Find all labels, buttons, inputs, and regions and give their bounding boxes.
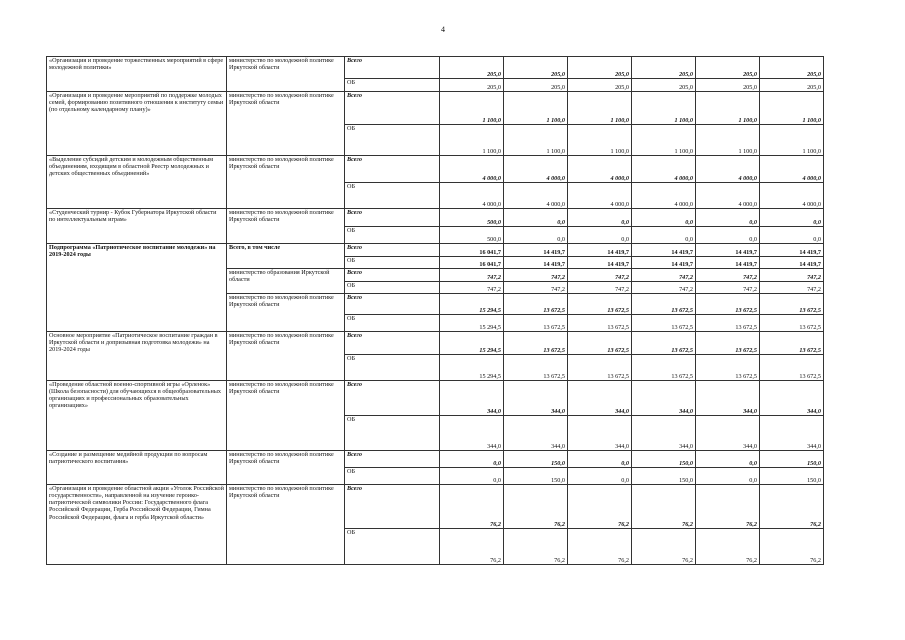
total-value: 0,0 xyxy=(760,209,824,227)
source-total-label: Всего xyxy=(345,485,440,529)
ob-value: 13 672,5 xyxy=(632,355,696,381)
total-value: 0,0 xyxy=(696,451,760,468)
page-number: 4 xyxy=(441,25,445,34)
ob-value: 747,2 xyxy=(440,282,504,294)
source-ob-label: ОБ xyxy=(345,79,440,92)
ob-value: 344,0 xyxy=(760,416,824,451)
total-value: 0,0 xyxy=(440,451,504,468)
total-value: 13 672,5 xyxy=(760,294,824,315)
ob-value: 344,0 xyxy=(696,416,760,451)
ob-value: 14 419,7 xyxy=(568,257,632,269)
table-row xyxy=(47,57,824,79)
table-row xyxy=(47,244,824,257)
total-value: 150,0 xyxy=(632,451,696,468)
ob-value: 500,0 xyxy=(440,227,504,244)
total-value: 14 419,7 xyxy=(696,244,760,257)
ob-value: 150,0 xyxy=(632,468,696,485)
total-value: 1 100,0 xyxy=(696,92,760,125)
total-value: 76,2 xyxy=(632,485,696,529)
ob-value: 1 100,0 xyxy=(696,125,760,156)
total-value: 4 000,0 xyxy=(568,156,632,183)
total-value: 0,0 xyxy=(696,209,760,227)
total-value: 4 000,0 xyxy=(440,156,504,183)
total-value: 4 000,0 xyxy=(632,156,696,183)
ob-value: 4 000,0 xyxy=(632,183,696,209)
activity-name: «Организация и проведение областной акции «Уголок Российской государственности», направленной на изучение героико-патриотической символики России: Государственного флага Российской Федерации, Герба Российской Федерации, Гимна Российской Федерации, флага и герба Иркутской области» xyxy=(47,485,227,565)
total-value: 13 672,5 xyxy=(568,294,632,315)
ob-value: 14 419,7 xyxy=(504,257,568,269)
responsible-youth: министерство по молодежной политике Иркутской области xyxy=(227,294,345,332)
ob-value: 4 000,0 xyxy=(440,183,504,209)
total-value: 344,0 xyxy=(568,381,632,416)
ob-value: 747,2 xyxy=(632,282,696,294)
source-ob-label: ОБ xyxy=(345,125,440,156)
activity-name: «Проведение областной военно-спортивной игры «Орленок» (Школа безопасности) для обучающихся в общеобразовательных организациях и профессиональных образовательных организациях» xyxy=(47,381,227,451)
ob-value: 0,0 xyxy=(760,227,824,244)
total-value: 205,0 xyxy=(440,57,504,79)
activity-name: Основное мероприятие «Патриотическое воспитание граждан в Иркутской области и допризывная подготовка молодежи» на 2019-2024 годы xyxy=(47,332,227,381)
total-value: 4 000,0 xyxy=(696,156,760,183)
total-value: 15 294,5 xyxy=(440,332,504,355)
ob-value: 344,0 xyxy=(440,416,504,451)
responsible-org: министерство по молодежной политике Иркутской области xyxy=(227,92,345,156)
total-value: 1 100,0 xyxy=(440,92,504,125)
total-value: 15 294,5 xyxy=(440,294,504,315)
ob-value: 205,0 xyxy=(504,79,568,92)
ob-value: 13 672,5 xyxy=(568,355,632,381)
ob-value: 13 672,5 xyxy=(504,355,568,381)
total-value: 205,0 xyxy=(696,57,760,79)
responsible-org: министерство по молодежной политике Иркутской области xyxy=(227,451,345,485)
total-value: 205,0 xyxy=(760,57,824,79)
activity-name: «Создание и размещение медийной продукции по вопросам патриотического воспитания» xyxy=(47,451,227,485)
ob-value: 13 672,5 xyxy=(568,315,632,332)
activity-name: «Организация и проведение мероприятий по поддержке молодых семей, формированию позитивного отношения к институту семьи (по отдельному календарному плану)» xyxy=(47,92,227,156)
ob-value: 13 672,5 xyxy=(760,315,824,332)
ob-value: 13 672,5 xyxy=(504,315,568,332)
responsible-org: министерство по молодежной политике Иркутской области xyxy=(227,332,345,381)
total-value: 76,2 xyxy=(568,485,632,529)
ob-value: 13 672,5 xyxy=(632,315,696,332)
table-row xyxy=(47,209,824,227)
ob-value: 205,0 xyxy=(760,79,824,92)
ob-value: 76,2 xyxy=(632,529,696,565)
ob-value: 14 419,7 xyxy=(696,257,760,269)
total-value: 4 000,0 xyxy=(504,156,568,183)
ob-value: 0,0 xyxy=(696,468,760,485)
ob-value: 1 100,0 xyxy=(760,125,824,156)
total-value: 13 672,5 xyxy=(696,294,760,315)
source-ob-label: ОБ xyxy=(345,468,440,485)
responsible-all: Всего, в том числе xyxy=(227,244,345,269)
budget-table xyxy=(46,56,824,565)
total-value: 13 672,5 xyxy=(504,294,568,315)
total-value: 14 419,7 xyxy=(632,244,696,257)
source-ob-label: ОБ xyxy=(345,183,440,209)
ob-value: 4 000,0 xyxy=(568,183,632,209)
ob-value: 76,2 xyxy=(696,529,760,565)
ob-value: 0,0 xyxy=(568,468,632,485)
total-value: 16 041,7 xyxy=(440,244,504,257)
ob-value: 76,2 xyxy=(504,529,568,565)
ob-value: 150,0 xyxy=(504,468,568,485)
total-value: 747,2 xyxy=(440,269,504,282)
source-ob-label: ОБ xyxy=(345,257,440,269)
source-total-label: Всего xyxy=(345,156,440,183)
table-row xyxy=(47,381,824,416)
total-value: 344,0 xyxy=(696,381,760,416)
ob-value: 14 419,7 xyxy=(632,257,696,269)
total-value: 76,2 xyxy=(696,485,760,529)
activity-name: «Организация и проведение торжественных мероприятий в сфере молодежной политики» xyxy=(47,57,227,92)
ob-value: 344,0 xyxy=(632,416,696,451)
responsible-org: министерство по молодежной политике Иркутской области xyxy=(227,57,345,92)
source-ob-label: ОБ xyxy=(345,355,440,381)
source-ob-label: ОБ xyxy=(345,529,440,565)
activity-name: «Выделение субсидий детским и молодежным общественным объединениям, входящим в областной Реестр молодежных и детских общественных объединений» xyxy=(47,156,227,209)
ob-value: 15 294,5 xyxy=(440,355,504,381)
source-ob-label: ОБ xyxy=(345,416,440,451)
responsible-org: министерство по молодежной политике Иркутской области xyxy=(227,209,345,244)
table-row xyxy=(47,485,824,529)
ob-value: 13 672,5 xyxy=(696,355,760,381)
ob-value: 1 100,0 xyxy=(440,125,504,156)
total-value: 747,2 xyxy=(568,269,632,282)
total-value: 76,2 xyxy=(504,485,568,529)
total-value: 13 672,5 xyxy=(632,294,696,315)
ob-value: 16 041,7 xyxy=(440,257,504,269)
responsible-org: министерство по молодежной политике Иркутской области xyxy=(227,156,345,209)
ob-value: 14 419,7 xyxy=(760,257,824,269)
ob-value: 747,2 xyxy=(568,282,632,294)
total-value: 205,0 xyxy=(632,57,696,79)
table-row xyxy=(47,156,824,183)
total-value: 14 419,7 xyxy=(568,244,632,257)
ob-value: 0,0 xyxy=(696,227,760,244)
ob-value: 76,2 xyxy=(760,529,824,565)
total-value: 76,2 xyxy=(440,485,504,529)
total-value: 747,2 xyxy=(760,269,824,282)
total-value: 13 672,5 xyxy=(632,332,696,355)
source-total-label: Всего xyxy=(345,209,440,227)
total-value: 1 100,0 xyxy=(632,92,696,125)
ob-value: 1 100,0 xyxy=(568,125,632,156)
source-ob-label: ОБ xyxy=(345,227,440,244)
ob-value: 15 294,5 xyxy=(440,315,504,332)
total-value: 0,0 xyxy=(568,451,632,468)
total-value: 500,0 xyxy=(440,209,504,227)
ob-value: 1 100,0 xyxy=(504,125,568,156)
ob-value: 4 000,0 xyxy=(696,183,760,209)
total-value: 150,0 xyxy=(760,451,824,468)
total-value: 747,2 xyxy=(696,269,760,282)
total-value: 344,0 xyxy=(504,381,568,416)
responsible-org: министерство по молодежной политике Иркутской области xyxy=(227,485,345,565)
ob-value: 747,2 xyxy=(760,282,824,294)
total-value: 13 672,5 xyxy=(568,332,632,355)
ob-value: 76,2 xyxy=(440,529,504,565)
total-value: 14 419,7 xyxy=(760,244,824,257)
ob-value: 747,2 xyxy=(504,282,568,294)
ob-value: 0,0 xyxy=(504,227,568,244)
ob-value: 344,0 xyxy=(568,416,632,451)
responsible-org: министерство по молодежной политике Иркутской области xyxy=(227,381,345,451)
total-value: 205,0 xyxy=(568,57,632,79)
ob-value: 747,2 xyxy=(696,282,760,294)
total-value: 1 100,0 xyxy=(760,92,824,125)
source-total-label: Всего xyxy=(345,244,440,257)
source-total-label: Всего xyxy=(345,294,440,315)
ob-value: 1 100,0 xyxy=(632,125,696,156)
source-total-label: Всего xyxy=(345,451,440,468)
source-total-label: Всего xyxy=(345,332,440,355)
table-row xyxy=(47,332,824,355)
table-row xyxy=(47,92,824,125)
ob-value: 13 672,5 xyxy=(760,355,824,381)
source-total-label: Всего xyxy=(345,269,440,282)
total-value: 0,0 xyxy=(632,209,696,227)
source-total-label: Всего xyxy=(345,381,440,416)
ob-value: 205,0 xyxy=(632,79,696,92)
ob-value: 0,0 xyxy=(568,227,632,244)
source-ob-label: ОБ xyxy=(345,315,440,332)
total-value: 747,2 xyxy=(632,269,696,282)
total-value: 13 672,5 xyxy=(504,332,568,355)
total-value: 205,0 xyxy=(504,57,568,79)
ob-value: 205,0 xyxy=(440,79,504,92)
total-value: 747,2 xyxy=(504,269,568,282)
ob-value: 344,0 xyxy=(504,416,568,451)
total-value: 1 100,0 xyxy=(504,92,568,125)
subprogram-name: Подпрограмма «Патриотическое воспитание молодежи» на 2019-2024 годы xyxy=(47,244,227,332)
ob-value: 205,0 xyxy=(696,79,760,92)
total-value: 76,2 xyxy=(760,485,824,529)
total-value: 13 672,5 xyxy=(696,332,760,355)
ob-value: 76,2 xyxy=(568,529,632,565)
total-value: 344,0 xyxy=(632,381,696,416)
source-ob-label: ОБ xyxy=(345,282,440,294)
ob-value: 4 000,0 xyxy=(760,183,824,209)
total-value: 344,0 xyxy=(760,381,824,416)
total-value: 13 672,5 xyxy=(760,332,824,355)
table-row xyxy=(47,451,824,468)
ob-value: 0,0 xyxy=(440,468,504,485)
source-total-label: Всего xyxy=(345,92,440,125)
ob-value: 150,0 xyxy=(760,468,824,485)
total-value: 1 100,0 xyxy=(568,92,632,125)
source-total-label: Всего xyxy=(345,57,440,79)
ob-value: 4 000,0 xyxy=(504,183,568,209)
responsible-education: министерство образования Иркутской области xyxy=(227,269,345,294)
total-value: 344,0 xyxy=(440,381,504,416)
total-value: 14 419,7 xyxy=(504,244,568,257)
ob-value: 0,0 xyxy=(632,227,696,244)
total-value: 0,0 xyxy=(504,209,568,227)
activity-name: «Студенческий турнир - Кубок Губернатора Иркутской области по интеллектуальным играм» xyxy=(47,209,227,244)
total-value: 150,0 xyxy=(504,451,568,468)
total-value: 0,0 xyxy=(568,209,632,227)
total-value: 4 000,0 xyxy=(760,156,824,183)
ob-value: 13 672,5 xyxy=(696,315,760,332)
ob-value: 205,0 xyxy=(568,79,632,92)
